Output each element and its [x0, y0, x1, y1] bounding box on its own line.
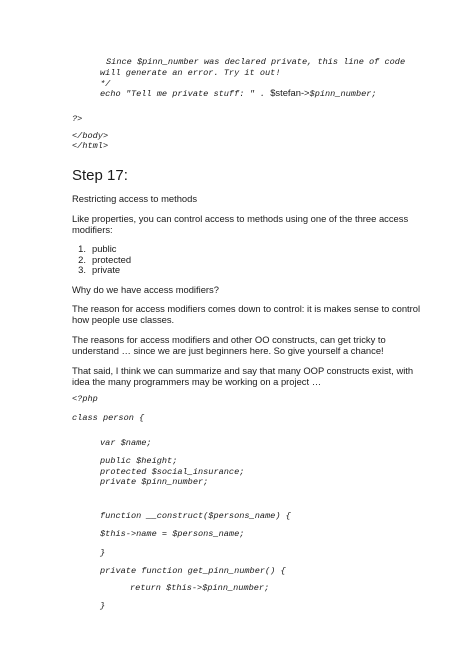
code-line: public $height; [100, 456, 178, 466]
code-html-close: </html> [72, 141, 109, 151]
code-php-open: <?php [72, 394, 98, 404]
list-label: public [92, 243, 117, 254]
paragraph-line: modifiers: [72, 224, 113, 235]
code-line: private $pinn_number; [100, 477, 209, 487]
paragraph-line: Like properties, you can control access to methods using one of the three access [72, 213, 409, 224]
list-label: protected [92, 254, 132, 265]
code-pinn-token: $pinn_number; [309, 89, 377, 99]
code-line: private function get_pinn_number() { [100, 566, 286, 576]
paragraph-line: idea the many programmers may be working on a project … [72, 376, 322, 387]
paragraph-line: how people use classes. [72, 314, 175, 325]
step-heading: Step 17: [72, 167, 128, 184]
code-class-decl: class person { [72, 413, 145, 423]
code-line: function __construct($persons_name) { [100, 511, 291, 521]
list-number: 1. [78, 243, 86, 254]
step-subtitle: Restricting access to methods [72, 193, 198, 204]
code-echo-text: echo "Tell me private stuff: " . [100, 89, 271, 99]
paragraph-line: The reasons for access modifiers and other OO constructs, can get tricky to [72, 334, 386, 345]
code-line: } [100, 548, 106, 558]
paragraph-line: That said, I think we can summarize and say that many OOP constructs exist, with [72, 365, 414, 376]
code-comment-close: */ [100, 79, 111, 89]
code-php-close: ?> [72, 114, 83, 124]
code-line: } [100, 601, 106, 611]
list-number: 3. [78, 264, 86, 275]
code-echo-line [100, 87, 377, 100]
question-line: Why do we have access modifiers? [72, 284, 219, 295]
code-comment-line: will generate an error. Try it out! [100, 68, 281, 78]
code-line: return $this->$pinn_number; [130, 583, 270, 593]
paragraph-line: The reason for access modifiers comes down to control: it is makes sense to control [72, 303, 421, 314]
code-line: protected $social_insurance; [100, 467, 245, 477]
code-line: var $name; [100, 438, 152, 448]
list-item [72, 264, 120, 276]
code-line: $this->name = $persons_name; [100, 529, 245, 539]
code-comment-line: Since $pinn_number was declared private, this line of code [106, 57, 406, 67]
list-number: 2. [78, 254, 86, 265]
list-label: private [92, 264, 121, 275]
code-stefan-token: $stefan-> [270, 87, 310, 98]
paragraph-line: understand … since we are just beginners here. So give yourself a chance! [72, 345, 384, 356]
code-body-close: </body> [72, 131, 109, 141]
